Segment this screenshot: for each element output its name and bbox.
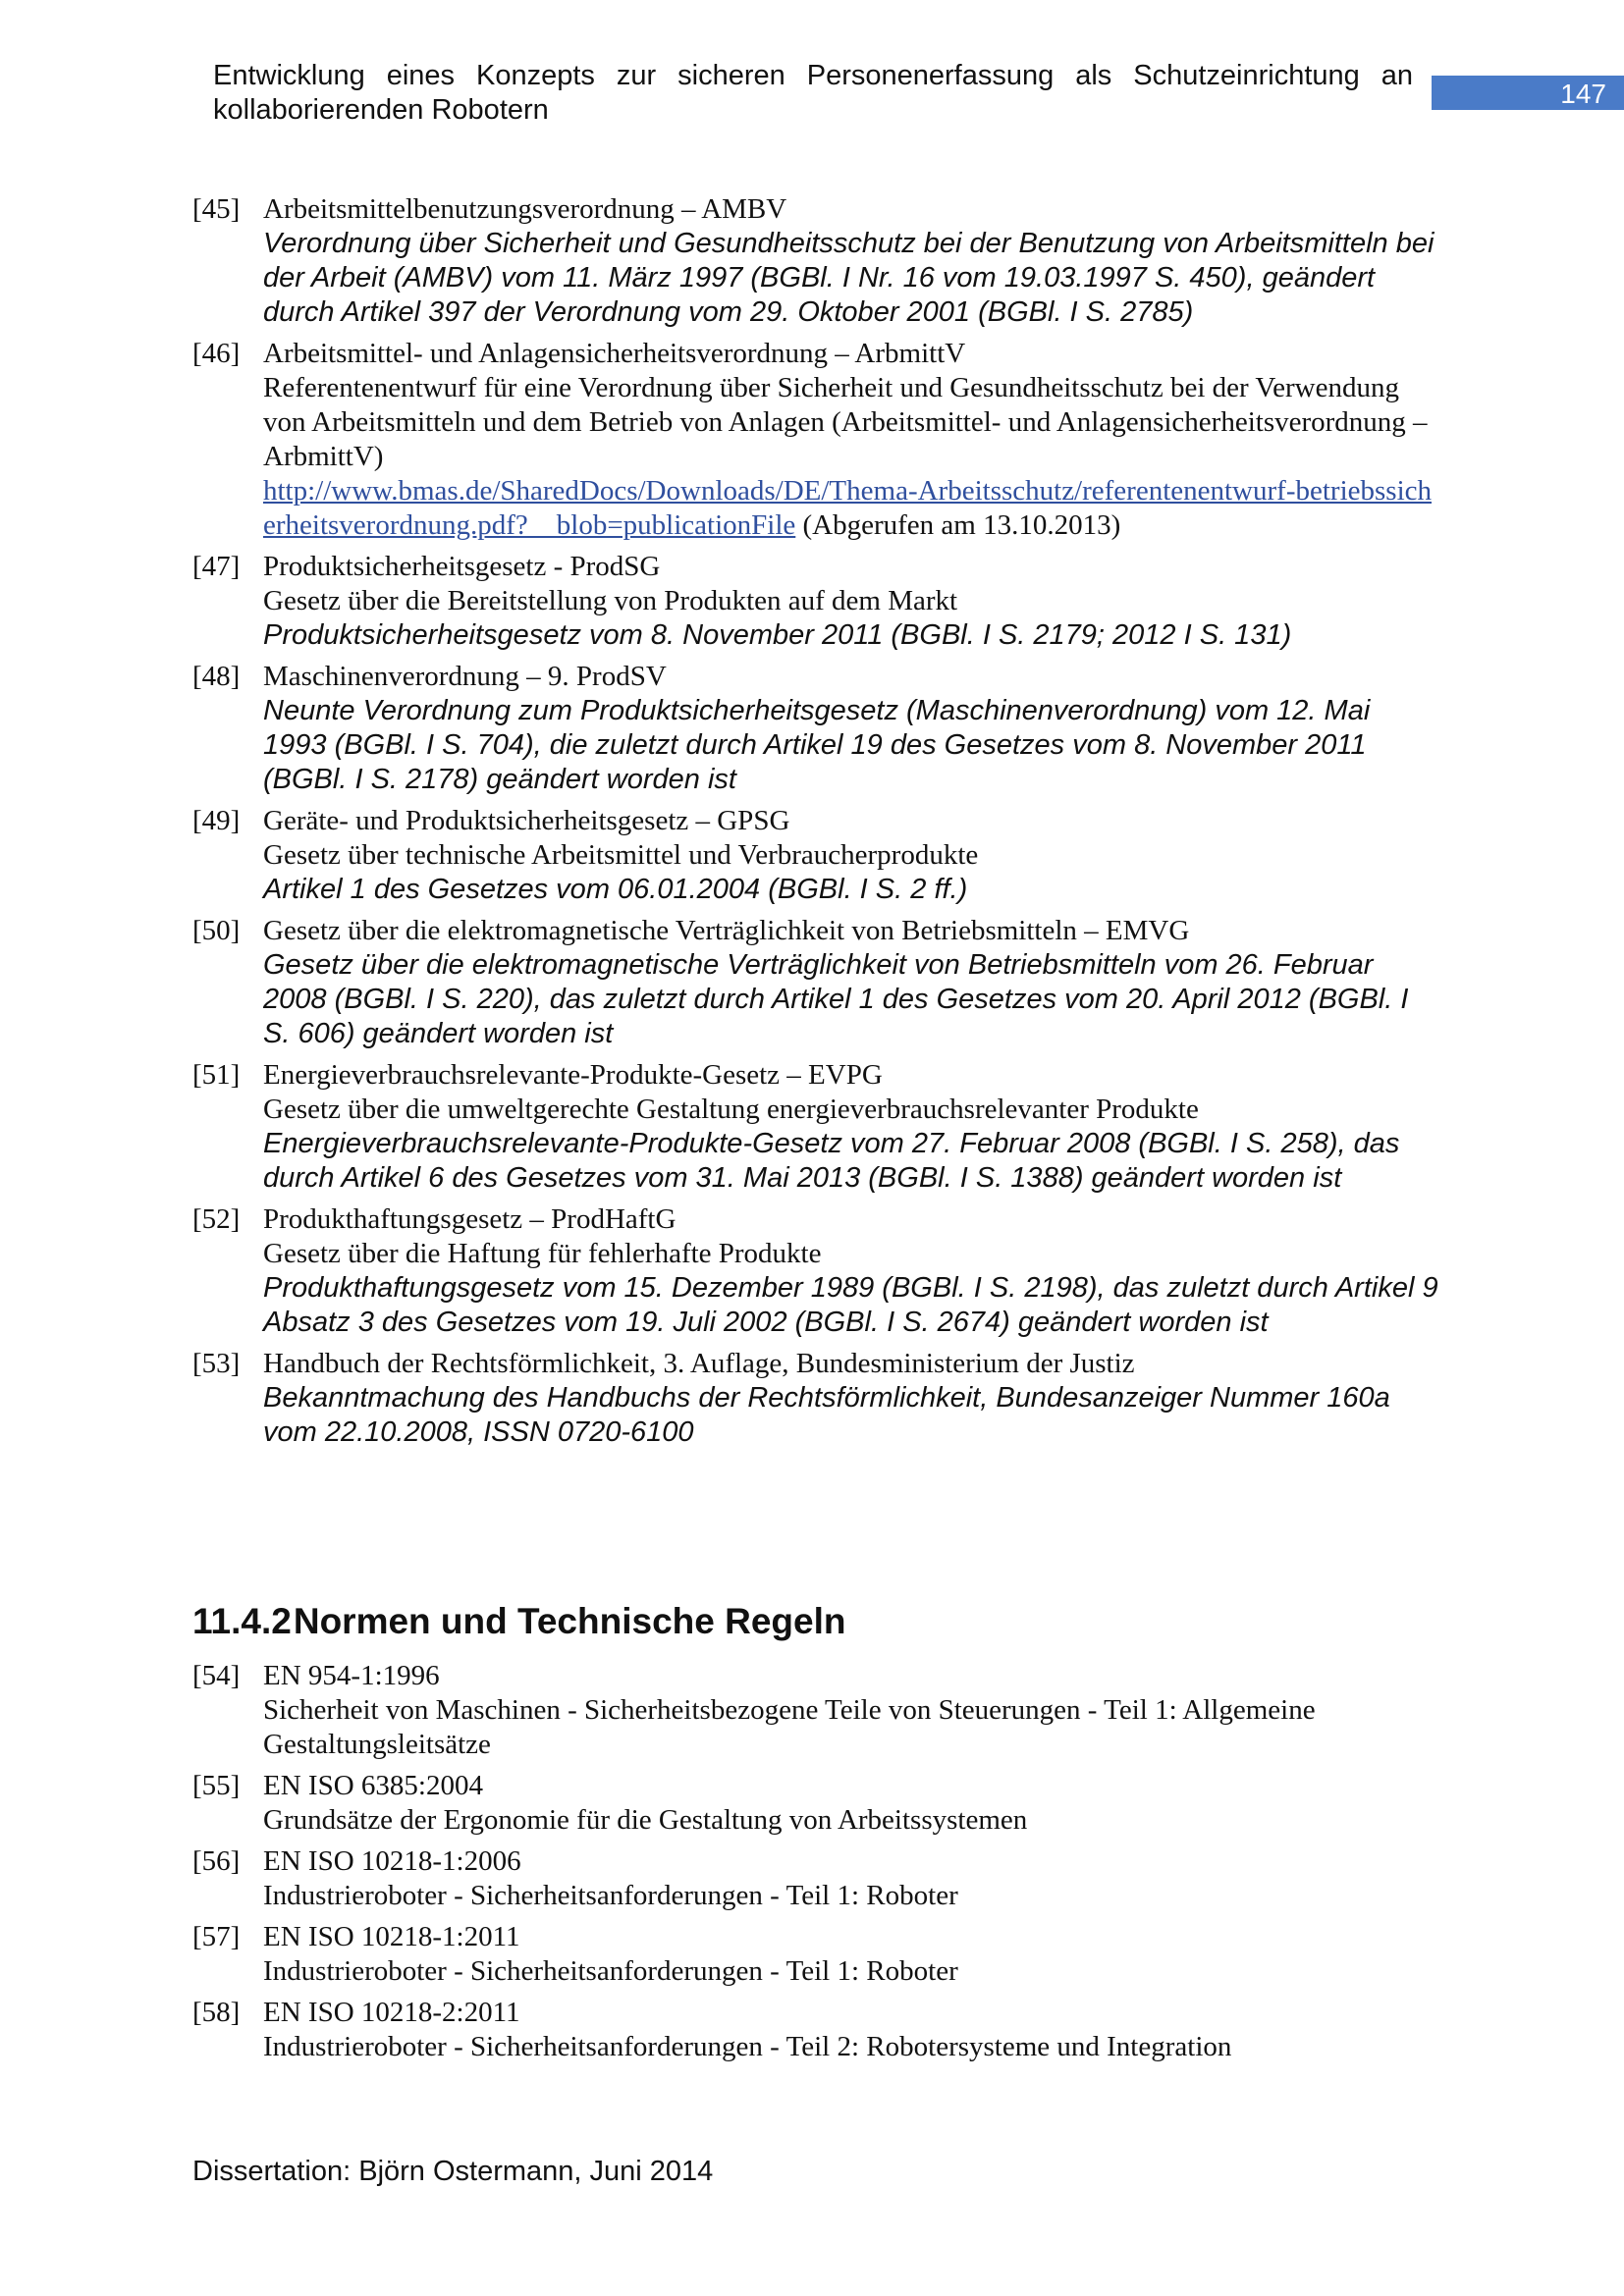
reference-item bbox=[192, 1202, 1439, 1340]
reference-title: Produkthaftungsgesetz – ProdHaftG bbox=[263, 1203, 677, 1235]
reference-citation: Energieverbrauchsrelevante-Produkte-Gesetz vom 27. Februar 2008 (BGBl. I S. 258), das durch Artikel 6 des Gesetzes vom 31. Mai 2013 (BGBl. I S. 1388) geändert worden ist bbox=[263, 1128, 1400, 1194]
reference-number: [48] bbox=[192, 661, 241, 692]
reference-description: Gesetz über technische Arbeitsmittel und Verbraucherprodukte bbox=[263, 839, 979, 871]
reference-item bbox=[192, 1996, 1439, 2064]
reference-description: Industrieroboter - Sicherheitsanforderungen - Teil 2: Robotersysteme und Integration bbox=[263, 2031, 1232, 2062]
reference-number: [46] bbox=[192, 338, 241, 369]
reference-number: [55] bbox=[192, 1770, 241, 1801]
reference-description: Gesetz über die umweltgerechte Gestaltung energieverbrauchsrelevanter Produkte bbox=[263, 1094, 1199, 1125]
reference-item bbox=[192, 914, 1439, 1051]
reference-number: [56] bbox=[192, 1845, 241, 1877]
reference-title: EN ISO 10218-1:2006 bbox=[263, 1845, 521, 1877]
reference-access-date: (Abgerufen am 13.10.2013) bbox=[795, 509, 1121, 541]
section-number: 11.4.2 bbox=[192, 1601, 292, 1641]
references-list-laws bbox=[192, 192, 1439, 1457]
reference-item bbox=[192, 804, 1439, 907]
reference-item bbox=[192, 1058, 1439, 1196]
section-heading bbox=[192, 1600, 845, 1643]
reference-number: [57] bbox=[192, 1921, 241, 1952]
reference-citation: Produkthaftungsgesetz vom 15. Dezember 1989 (BGBl. I S. 2198), das zuletzt durch Artikel 9 Absatz 3 des Gesetzes vom 19. Juli 2002 (BGBl. I S. 2674) geändert worden ist bbox=[263, 1272, 1438, 1338]
reference-title: EN ISO 10218-2:2011 bbox=[263, 1997, 520, 2028]
reference-description: Industrieroboter - Sicherheitsanforderungen - Teil 1: Roboter bbox=[263, 1880, 958, 1911]
reference-number: [49] bbox=[192, 805, 241, 836]
reference-description: Gesetz über die Bereitstellung von Produkten auf dem Markt bbox=[263, 585, 958, 616]
reference-description: Sicherheit von Maschinen - Sicherheitsbezogene Teile von Steuerungen - Teil 1: Allgemeine Gestaltungsleitsätze bbox=[263, 1694, 1316, 1760]
reference-title: Handbuch der Rechtsförmlichkeit, 3. Auflage, Bundesministerium der Justiz bbox=[263, 1348, 1135, 1379]
reference-number: [54] bbox=[192, 1660, 241, 1691]
references-list-standards bbox=[192, 1659, 1439, 2071]
reference-number: [47] bbox=[192, 551, 241, 582]
reference-item bbox=[192, 550, 1439, 653]
reference-title: Geräte- und Produktsicherheitsgesetz – GPSG bbox=[263, 805, 790, 836]
reference-number: [51] bbox=[192, 1059, 241, 1091]
reference-number: [58] bbox=[192, 1997, 241, 2028]
reference-citation: Produktsicherheitsgesetz vom 8. November 2011 (BGBl. I S. 2179; 2012 I S. 131) bbox=[263, 619, 1292, 651]
reference-title: EN 954-1:1996 bbox=[263, 1660, 440, 1691]
reference-description: Gesetz über die Haftung für fehlerhafte Produkte bbox=[263, 1238, 822, 1269]
reference-citation: Gesetz über die elektromagnetische Verträglichkeit von Betriebsmitteln vom 26. Februar 2008 (BGBl. I S. 220), das zuletzt durch Artikel 1 des Gesetzes vom 20. April 2012 (BGBl. I S. 606) geändert worden ist bbox=[263, 949, 1409, 1049]
reference-item bbox=[192, 1769, 1439, 1838]
reference-item bbox=[192, 192, 1439, 330]
page-footer: Dissertation: Björn Ostermann, Juni 2014 bbox=[192, 2156, 714, 2187]
reference-description: Referentenentwurf für eine Verordnung über Sicherheit und Gesundheitsschutz bei der Verwendung von Arbeitsmitteln und dem Betrieb von Anlagen (Arbeitsmittel- und Anlagensicherheitsverordnung – ArbmittV) bbox=[263, 372, 1428, 472]
reference-number: [53] bbox=[192, 1348, 241, 1379]
reference-citation: Verordnung über Sicherheit und Gesundheitsschutz bei der Benutzung von Arbeitsmitteln bei der Arbeit (AMBV) vom 11. März 1997 (BGBl. I Nr. 16 vom 19.03.1997 S. 450), geändert durch Artikel 397 der Verordnung vom 29. Oktober 2001 (BGBl. I S. 2785) bbox=[263, 228, 1435, 328]
reference-title: Gesetz über die elektromagnetische Verträglichkeit von Betriebsmitteln – EMVG bbox=[263, 915, 1190, 946]
reference-title: Maschinenverordnung – 9. ProdSV bbox=[263, 661, 667, 692]
reference-citation: Neunte Verordnung zum Produktsicherheitsgesetz (Maschinenverordnung) vom 12. Mai 1993 (BGBl. I S. 704), die zuletzt durch Artikel 19 des Gesetzes vom 8. November 2011 (BGBl. I S. 2178) geändert worden ist bbox=[263, 695, 1371, 795]
reference-link[interactable]: http://www.bmas.de/SharedDocs/Downloads/DE/Thema-Arbeitsschutz/referentenentwurf-betriebssicherheitsverordnung.pdf?__blob=publicationFile bbox=[263, 475, 1432, 541]
reference-item bbox=[192, 1347, 1439, 1450]
reference-item bbox=[192, 660, 1439, 797]
reference-title: Arbeitsmittelbenutzungsverordnung – AMBV bbox=[263, 193, 787, 225]
reference-citation: Artikel 1 des Gesetzes vom 06.01.2004 (BGBl. I S. 2 ff.) bbox=[263, 874, 968, 905]
reference-description: Grundsätze der Ergonomie für die Gestaltung von Arbeitssystemen bbox=[263, 1804, 1028, 1836]
reference-item bbox=[192, 1659, 1439, 1762]
reference-item bbox=[192, 337, 1439, 543]
reference-title: EN ISO 10218-1:2011 bbox=[263, 1921, 520, 1952]
reference-item bbox=[192, 1920, 1439, 1989]
section-title: Normen und Technische Regeln bbox=[293, 1601, 846, 1641]
page-number-badge: 147 bbox=[1432, 76, 1624, 110]
reference-title: Energieverbrauchsrelevante-Produkte-Gesetz – EVPG bbox=[263, 1059, 883, 1091]
reference-title: Produktsicherheitsgesetz - ProdSG bbox=[263, 551, 661, 582]
reference-number: [45] bbox=[192, 193, 241, 225]
reference-number: [50] bbox=[192, 915, 241, 946]
running-header: Entwicklung eines Konzepts zur sicheren Personenerfassung als Schutzeinrichtung an kollaborierenden Robotern bbox=[213, 60, 1413, 126]
reference-item bbox=[192, 1844, 1439, 1913]
reference-citation: Bekanntmachung des Handbuchs der Rechtsförmlichkeit, Bundesanzeiger Nummer 160a vom 22.10.2008, ISSN 0720-6100 bbox=[263, 1382, 1390, 1448]
reference-number: [52] bbox=[192, 1203, 241, 1235]
reference-title: Arbeitsmittel- und Anlagensicherheitsverordnung – ArbmittV bbox=[263, 338, 966, 369]
reference-title: EN ISO 6385:2004 bbox=[263, 1770, 483, 1801]
reference-description: Industrieroboter - Sicherheitsanforderungen - Teil 1: Roboter bbox=[263, 1955, 958, 1987]
